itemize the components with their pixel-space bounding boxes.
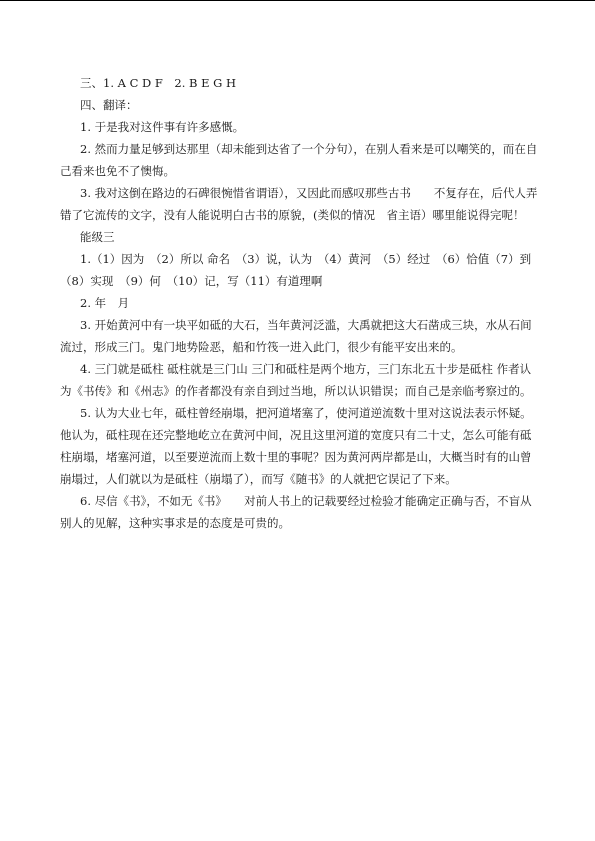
level3-heading: 能级三 [80, 230, 115, 244]
level3-item-6: 6. 尽信《书》，不如无《书》 对前人书上的记载要经过检验才能确定正确与否，不盲从别人的见解，这种实事求是的态度是可贵的。 [60, 494, 532, 530]
section3-answers: 三、1. A C D F 2. B E G H [80, 76, 237, 90]
level3-item-4: 4. 三门就是砥柱 砥柱就是三门山 三门和砥柱是两个地方，三门东北五十步是砥柱 作者认为《书传》和《州志》的作者都没有亲自到过当地，所以认识错误；而自己是亲临考察过的。 [60, 362, 532, 398]
level3-item-2: 2. 年 月 [80, 296, 130, 310]
answer-document [60, 72, 543, 534]
level3-item-1: 1.（1）因为 （2）所以 命名 （3）说，认为 （4）黄河 （5）经过 （6）恰值（7）到 （8）实现 （9）何 （10）记，写（11）有道理啊 [60, 252, 543, 288]
top-border-line [0, 0, 595, 1]
section4-heading: 四、翻译： [80, 98, 138, 112]
translation-1: 1. 于是我对这件事有许多感慨。 [80, 120, 245, 134]
level3-item-5: 5. 认为大业七年，砥柱曾经崩塌，把河道堵塞了，使河道逆流数十里对这说法表示怀疑。他认为，砥柱现在还完整地屹立在黄河中间，况且这里河道的宽度只有二十丈，怎么可能有砥柱崩塌，堵塞河道，以至要逆流而上数十里的事呢？因为黄河两岸都是山，大概当时有的山曾崩塌过，人们就以为是砥柱（崩塌了），而写《随书》的人就把它误记了下来。 [60, 406, 532, 486]
level3-item-3: 3. 开始黄河中有一块平如砥的大石，当年黄河泛滥，大禹就把这大石凿成三块，水从石间流过，形成三门。鬼门地势险恶，船和竹筏一进入此门，很少有能平安出来的。 [60, 318, 532, 354]
translation-3: 3. 我对这倒在路边的石碑很惋惜省谓语），又因此而感叹那些古书 不复存在，后代人弄错了它流传的文字，没有人能说明白古书的原貌，(类似的情况 省主语）哪里能说得完呢！ [60, 186, 538, 222]
translation-2: 2. 然而力量足够到达那里（却未能到达省了一个分句），在别人看来是可以嘲笑的，而在自己看来也免不了懊悔。 [60, 142, 538, 178]
